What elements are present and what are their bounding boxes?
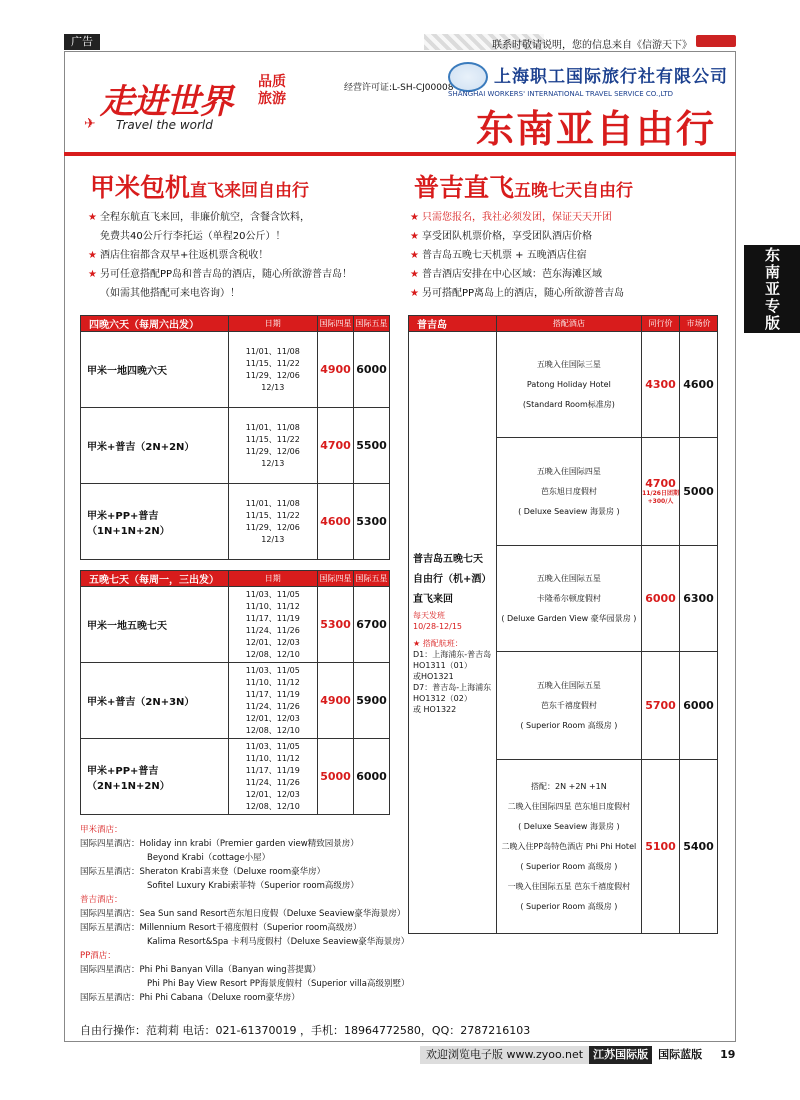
- star-icon: ★: [410, 212, 419, 223]
- phuket-title-big: 普吉直飞: [414, 173, 515, 202]
- hotel-line: 卡隆希尔顿度假村: [536, 593, 601, 603]
- mini-logo-icon: [696, 35, 736, 47]
- date-line: 12/01、12/03: [245, 789, 300, 799]
- bullet-text: 另可搭配PP离岛上的酒店，随心所欲游普吉岛: [422, 288, 625, 299]
- departure-dates: [228, 408, 318, 484]
- table-header-row: [409, 316, 718, 332]
- page-number: 19: [720, 1048, 736, 1061]
- brand-logo: [80, 70, 310, 140]
- hotel-line: Sofitel Luxury Krabi索菲特（Superior room高级房）: [147, 881, 359, 891]
- date-line: 12/01、12/03: [245, 713, 300, 723]
- flight-line: HO1312（02）: [413, 694, 472, 703]
- market-price: 6000: [680, 652, 718, 760]
- star-icon: ★: [88, 212, 97, 223]
- hotel-line: 一晚入住国际五星 芭东千禧度假村: [507, 881, 631, 891]
- departure-dates: [228, 484, 318, 560]
- table-row: [409, 332, 718, 438]
- price-5star: 5900: [354, 663, 390, 739]
- route-title-line: 普吉岛五晚七天: [413, 554, 483, 565]
- bottom-bar: [420, 1046, 736, 1064]
- krabi-title-small: 直飞来回自由行: [190, 181, 310, 201]
- star-icon: ★: [88, 250, 97, 261]
- table-header-row: [81, 316, 390, 332]
- edition-label: 江苏国际版: [589, 1046, 652, 1064]
- hotel-line: 五晚入住国际三星: [536, 359, 601, 369]
- list-item: [88, 227, 352, 246]
- krabi-table-5n7d: [80, 570, 390, 815]
- peer-price-value: 5700: [645, 699, 676, 712]
- date-line: 11/24、11/26: [245, 777, 300, 787]
- table-row: [81, 663, 390, 739]
- table-row: [81, 332, 390, 408]
- date-line: 11/29、12/06: [245, 446, 300, 456]
- date-line: 11/10、11/12: [245, 753, 300, 763]
- column-header: 国际五星: [354, 316, 390, 332]
- flight-line: 或 HO1322: [413, 705, 457, 714]
- package-name: 甲米+PP+普吉（2N+1N+2N）: [81, 739, 229, 815]
- bullet-text: 只需您报名，我社必须发团，保证天天开团: [422, 212, 612, 223]
- bullet-text: 全程东航直飞来回，非廉价航空，含餐含饮料，: [100, 212, 310, 223]
- date-line: 11/17、11/19: [245, 765, 300, 775]
- route-title-line: 直飞来回: [413, 594, 453, 605]
- price-4star: 4600: [318, 484, 354, 560]
- hotel-combo: [496, 332, 641, 438]
- ad-tag: 广告: [64, 34, 100, 50]
- phuket-bullet-list: [410, 208, 624, 303]
- list-item: [410, 284, 624, 303]
- star-icon: ★: [410, 231, 419, 242]
- column-header: 搭配酒店: [496, 316, 641, 332]
- star-icon: ★: [410, 288, 419, 299]
- column-header: 国际四星: [318, 316, 354, 332]
- list-item: [88, 246, 352, 265]
- hotel-line: (Standard Room标准房): [522, 399, 615, 409]
- star-icon: ★: [410, 250, 419, 261]
- date-line: 12/13: [261, 458, 285, 468]
- date-line: 11/15、11/22: [245, 434, 300, 444]
- peer-price-value: 4700: [645, 477, 676, 490]
- hotel-line: ( Deluxe Seaview 海景房 ): [518, 506, 620, 516]
- hotel-combo: [496, 546, 641, 652]
- page-title: 东南亚自由行: [475, 107, 716, 151]
- date-line: 11/29、12/06: [245, 370, 300, 380]
- hotel-line: 芭东旭日度假村: [540, 486, 597, 496]
- peer-price: [642, 652, 680, 760]
- hotel-name: Phi Phi Banyan Villa（Banyan wing菩提翼）: [139, 965, 321, 975]
- column-header: 普吉岛: [409, 316, 497, 332]
- market-price: 5400: [680, 760, 718, 934]
- column-header: 国际四星: [318, 571, 354, 587]
- departure-dates: [228, 663, 318, 739]
- hotel-line: 二晚入住国际四星 芭东旭日度假村: [507, 801, 631, 811]
- date-line: 12/08、12/10: [245, 801, 300, 811]
- departure-dates: [228, 587, 318, 663]
- hotel-tier-label: 国际四星酒店：: [80, 965, 140, 975]
- date-line: 11/01、11/08: [245, 498, 300, 508]
- flight-line: D7：普吉岛-上海浦东: [413, 683, 492, 692]
- krabi-title-big: 甲米包机: [90, 173, 191, 202]
- hotel-line: [80, 921, 409, 935]
- hotel-line: 五晚入住国际四星: [536, 466, 601, 476]
- hotel-line: Beyond Krabi（cottage小屋）: [147, 853, 271, 863]
- list-item: [410, 227, 624, 246]
- company-name-en: SHANGHAI WORKERS' INTERNATIONAL TRAVEL SERVICE CO.,LTD: [448, 90, 674, 98]
- company-name-cn: 上海职工国际旅行社有限公司: [494, 67, 728, 87]
- brand-main: 走进世界: [100, 82, 232, 122]
- hotel-line: 五晚入住国际五星: [536, 680, 601, 690]
- hotel-line: ( Superior Room 高级房 ): [520, 861, 618, 871]
- date-line: 12/01、12/03: [245, 637, 300, 647]
- date-line: 11/01、11/08: [245, 346, 300, 356]
- package-name: 甲米一地五晚七天: [81, 587, 229, 663]
- hotel-tier-label: 国际四星酒店：: [80, 839, 140, 849]
- hotel-tier-label: 国际五星酒店：: [80, 923, 140, 933]
- hotel-region-heading: 甲米酒店：: [80, 825, 123, 835]
- hotel-combo: [496, 438, 641, 546]
- table-row: [81, 484, 390, 560]
- route-title-line: 自由行（机+酒）: [413, 574, 492, 585]
- hotel-line: 芭东千禧度假村: [540, 700, 597, 710]
- date-line: 11/15、11/22: [245, 358, 300, 368]
- table-row: [81, 739, 390, 815]
- peer-price-value: 4300: [645, 378, 676, 391]
- date-line: 12/13: [261, 382, 285, 392]
- bullet-text: 免费共40公斤行李托运（单程20公斤）！: [100, 231, 286, 242]
- peer-price: [642, 438, 680, 546]
- list-item: [88, 265, 352, 284]
- column-header: 四晚六天（每周六出发）: [81, 316, 229, 332]
- route-info: [409, 332, 497, 934]
- bullet-text: 享受团队机票价格，享受团队酒店价格: [422, 231, 592, 242]
- hotel-line: Phi Phi Bay View Resort PP海景度假村（Superior villa高级别墅）: [147, 979, 410, 989]
- krabi-title: [90, 168, 309, 204]
- krabi-table-4n6d: [80, 315, 390, 560]
- hotel-combo: [496, 652, 641, 760]
- hotel-region-heading: PP酒店：: [80, 951, 116, 961]
- market-price: 6300: [680, 546, 718, 652]
- price-5star: 6000: [354, 739, 390, 815]
- list-item: [410, 246, 624, 265]
- krabi-hotel-list: [80, 823, 409, 1005]
- hotel-line: [80, 991, 409, 1005]
- departure-dates: [228, 739, 318, 815]
- hotel-line: 二晚入住PP岛特色酒店 Phi Phi Hotel: [501, 841, 637, 851]
- bullet-text: 普吉酒店安排在中心区域：芭东海滩区域: [422, 269, 602, 280]
- hotel-line: [80, 865, 409, 879]
- list-item: [410, 208, 624, 227]
- side-tab: 东南亚专版: [744, 245, 800, 333]
- column-header: 日期: [228, 571, 318, 587]
- hotel-line: ( Deluxe Garden View 豪华园景房 ): [501, 613, 637, 623]
- top-bar: [64, 32, 736, 52]
- peer-price: [642, 760, 680, 934]
- date-line: 11/17、11/19: [245, 613, 300, 623]
- star-icon: ★: [410, 269, 419, 280]
- price-note: 11/26日团期+300/人: [642, 490, 679, 505]
- price-5star: 5500: [354, 408, 390, 484]
- hotel-region-heading: 普吉酒店：: [80, 895, 123, 905]
- price-4star: 4900: [318, 332, 354, 408]
- package-name: 甲米+普吉（2N+3N）: [81, 663, 229, 739]
- column-header: 同行价: [642, 316, 680, 332]
- daily-range: 10/28-12/15: [413, 622, 462, 631]
- hotel-line: [80, 963, 409, 977]
- star-icon: ★: [88, 269, 97, 280]
- table-header-row: [81, 571, 390, 587]
- date-line: 12/13: [261, 534, 285, 544]
- price-5star: 6000: [354, 332, 390, 408]
- list-item: [88, 208, 352, 227]
- date-line: 12/08、12/10: [245, 649, 300, 659]
- date-line: 11/24、11/26: [245, 625, 300, 635]
- bullet-text: 普吉岛五晚七天机票 + 五晚酒店住宿: [422, 250, 587, 261]
- brand-sub: 品质旅游: [258, 74, 286, 107]
- hotel-line: ( Deluxe Seaview 海景房 ): [518, 821, 620, 831]
- date-line: 11/01、11/08: [245, 422, 300, 432]
- date-line: 11/03、11/05: [245, 589, 300, 599]
- hotel-name: Phi Phi Cabana（Deluxe room豪华房）: [139, 993, 300, 1003]
- table-row: [81, 408, 390, 484]
- flight-line: D1：上海浦东-普吉岛: [413, 650, 492, 659]
- hotel-line: Patong Holiday Hotel: [526, 379, 611, 389]
- column-header: 五晚七天（每周一，三出发）: [81, 571, 229, 587]
- hotel-line: 五晚入住国际五星: [536, 573, 601, 583]
- price-4star: 5300: [318, 587, 354, 663]
- krabi-bullet-list: [88, 208, 352, 303]
- divider: [64, 152, 736, 156]
- hotel-line: 搭配：2N +2N +1N: [531, 781, 607, 791]
- license-number: 经营许可证:L-SH-CJ00008: [344, 83, 454, 93]
- hotel-line: [80, 837, 409, 851]
- date-line: 11/10、11/12: [245, 601, 300, 611]
- phuket-title: [414, 168, 633, 204]
- flight-line: HO1311（01）: [413, 661, 472, 670]
- date-line: 11/15、11/22: [245, 510, 300, 520]
- date-line: 11/03、11/05: [245, 665, 300, 675]
- hotel-name: Sea Sun sand Resort芭东旭日度假（Deluxe Seaview豪华海景房）: [139, 909, 406, 919]
- hotel-line: [80, 907, 409, 921]
- bullet-text: （如需其他搭配可来电咨询）！: [100, 288, 240, 299]
- price-5star: 6700: [354, 587, 390, 663]
- column-header: 市场价: [680, 316, 718, 332]
- date-line: 11/03、11/05: [245, 741, 300, 751]
- bullet-text: 酒店住宿都含双早+往返机票含税收！: [100, 250, 269, 261]
- package-name: 甲米一地四晚六天: [81, 332, 229, 408]
- date-line: 11/29、12/06: [245, 522, 300, 532]
- brand-tagline: Travel the world: [116, 118, 213, 132]
- phuket-title-small: 五晚七天自由行: [514, 181, 634, 201]
- hotel-name: Sheraton Krabi喜来登（Deluxe room豪华房）: [139, 867, 326, 877]
- column-header: 国际五星: [354, 571, 390, 587]
- package-name: 甲米+PP+普吉（1N+1N+2N）: [81, 484, 229, 560]
- market-price: 5000: [680, 438, 718, 546]
- price-4star: 5000: [318, 739, 354, 815]
- hotel-tier-label: 国际五星酒店：: [80, 993, 140, 1003]
- company-logo: [448, 62, 733, 100]
- date-line: 11/24、11/26: [245, 701, 300, 711]
- hotel-tier-label: 国际四星酒店：: [80, 909, 140, 919]
- hotel-name: Millennium Resort千禧度假村（Superior room高级房）: [139, 923, 362, 933]
- section-label: 国际蓝版: [658, 1048, 703, 1061]
- operator-contact: 自由行操作：范莉莉 电话：021-61370019 ，手机：18964772580，QQ：2787216103: [80, 1024, 531, 1037]
- peer-price: [642, 332, 680, 438]
- market-price: 4600: [680, 332, 718, 438]
- phuket-table: [408, 315, 718, 934]
- bullet-text: 另可任意搭配PP岛和普吉岛的酒店，随心所欲游普吉岛！: [100, 269, 353, 280]
- price-4star: 4900: [318, 663, 354, 739]
- column-header: 日期: [228, 316, 318, 332]
- peer-price-value: 6000: [645, 592, 676, 605]
- daily-label: 每天发班: [413, 611, 445, 620]
- flight-label: ★ 搭配航班：: [413, 639, 463, 648]
- table-row: [81, 587, 390, 663]
- package-name: 甲米+普吉（2N+2N）: [81, 408, 229, 484]
- hotel-line: Kalima Resort&Spa 卡利马度假村（Deluxe Seaview豪华海景房）: [147, 937, 410, 947]
- hotel-line: ( Superior Room 高级房 ): [520, 720, 618, 730]
- peer-price: [642, 546, 680, 652]
- peer-price-value: 5100: [645, 840, 676, 853]
- plane-icon: ✈: [84, 116, 96, 132]
- price-5star: 5300: [354, 484, 390, 560]
- date-line: 11/10、11/12: [245, 677, 300, 687]
- hotel-name: Holiday inn krabi（Premier garden view精致园景房）: [139, 839, 359, 849]
- list-item: [88, 284, 352, 303]
- contact-note: 联系时敬请说明，您的信息来自《信游天下》: [492, 40, 692, 51]
- website-note: 欢迎浏览电子版 www.zyoo.net: [420, 1046, 589, 1064]
- hotel-line: ( Superior Room 高级房 ): [520, 901, 618, 911]
- date-line: 12/08、12/10: [245, 725, 300, 735]
- date-line: 11/17、11/19: [245, 689, 300, 699]
- list-item: [410, 265, 624, 284]
- flight-line: 或HO1321: [413, 672, 454, 681]
- hotel-tier-label: 国际五星酒店：: [80, 867, 140, 877]
- price-4star: 4700: [318, 408, 354, 484]
- hotel-combo: [496, 760, 641, 934]
- departure-dates: [228, 332, 318, 408]
- company-seal-icon: [448, 62, 488, 92]
